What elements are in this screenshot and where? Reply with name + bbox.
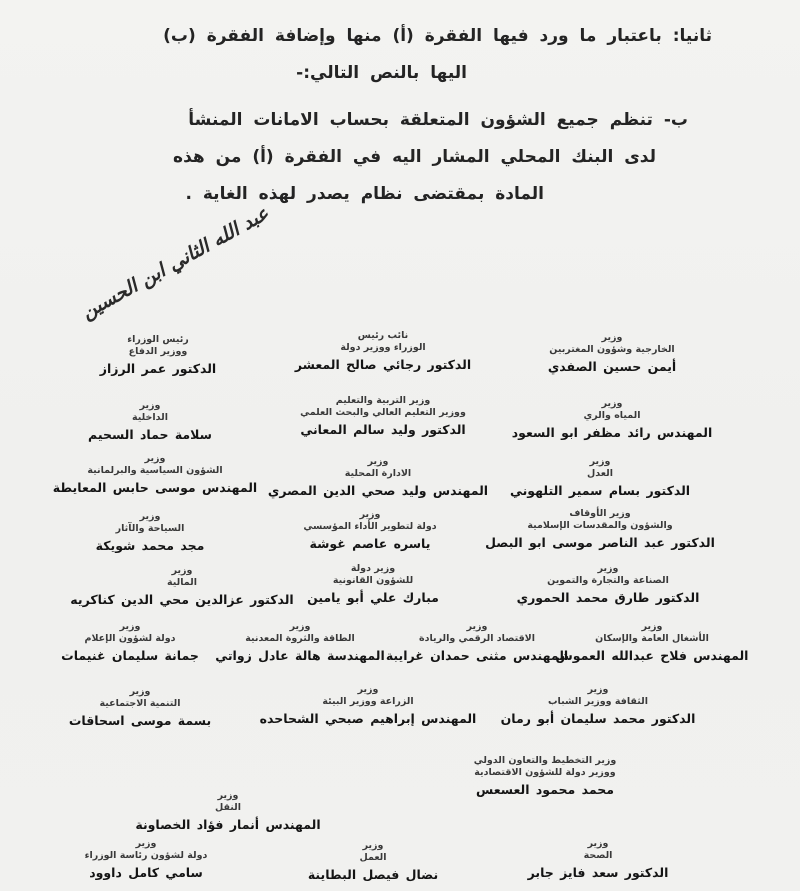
minister-title: الخارجية وشؤون المغتربين xyxy=(549,344,675,355)
minister-entry xyxy=(308,840,438,882)
minister-title: الوزراء ووزير دولة xyxy=(340,342,426,353)
minister-entry xyxy=(85,838,208,880)
minister-entry xyxy=(510,456,690,498)
minister-title: ووزير التعليم العالي والبحث العلمي xyxy=(300,407,466,418)
minister-name: الدكتور عزالدين محي الدين كناكريه xyxy=(70,592,294,607)
minister-title: ووزير الدفاع xyxy=(128,346,188,357)
royal-signature: عبد الله الثاني ابن الحسين xyxy=(77,202,273,324)
minister-title: وزير xyxy=(139,511,161,522)
minister-entry xyxy=(268,456,488,498)
minister-name: المهندس وليد صحي الدين المصري xyxy=(267,483,489,498)
minister-entry xyxy=(215,621,385,663)
minister-name: الدكتور سعد فايز جابر xyxy=(527,865,669,880)
minister-title: الأشغال العامة والإسكان xyxy=(595,633,709,644)
minister-title: دولة لشؤون رئاسة الوزراء xyxy=(84,850,208,861)
minister-entry xyxy=(485,508,715,550)
clause-line: المادة بمقتضى نظام يصدر لهذه الغاية . xyxy=(185,184,544,204)
minister-entry xyxy=(303,509,436,551)
minister-title: وزير xyxy=(601,398,623,409)
minister-title: وزير xyxy=(589,456,611,467)
minister-name: جمانة سليمان غنيمات xyxy=(61,648,199,663)
minister-entry xyxy=(69,686,211,728)
minister-title: وزير xyxy=(359,509,381,520)
minister-title: وزير xyxy=(139,400,161,411)
minister-title: وزير xyxy=(587,838,609,849)
minister-name: المهندس أنمار فؤاد الخصاونة xyxy=(135,817,321,832)
minister-entry xyxy=(295,330,471,372)
minister-name: المهندس فلاح عبدالله العموش xyxy=(555,648,749,663)
minister-entry xyxy=(135,790,320,832)
clause-line: ب- تنظم جميع الشؤون المتعلقة بحساب الامانات المنشأ xyxy=(188,110,688,130)
minister-entry xyxy=(100,334,216,376)
minister-title: وزير xyxy=(171,565,193,576)
minister-title: وزير xyxy=(357,684,379,695)
clause-line: ثانيا: باعتبار ما ورد فيها الفقرة (أ) منها وإضافة الفقرة (ب) xyxy=(163,26,712,46)
minister-title: نائب رئيس xyxy=(357,330,409,341)
minister-name: الدكتور رجائي صالح المعشر xyxy=(294,357,472,372)
minister-entry xyxy=(307,563,439,605)
minister-entry xyxy=(512,398,713,440)
minister-title: وزير xyxy=(135,838,157,849)
minister-title: وزير xyxy=(601,332,623,343)
minister-entry xyxy=(556,621,749,663)
minister-name: الدكتور وليد سالم المعاني xyxy=(300,422,466,437)
minister-title: الادارة المحلية xyxy=(344,468,412,479)
minister-title: المياه والري xyxy=(583,410,641,421)
minister-name: المهندس رائد مظفر ابو السعود xyxy=(511,425,713,440)
minister-title: والشؤون والمقدسات الإسلامية xyxy=(527,520,673,531)
minister-title: وزير الأوقاف xyxy=(569,508,631,519)
minister-title: العدل xyxy=(587,468,613,479)
minister-title: النقل xyxy=(214,802,242,813)
minister-title: دولة لشؤون الإعلام xyxy=(84,633,176,644)
minister-title: التنمية الاجتماعية xyxy=(99,698,181,709)
minister-entry xyxy=(300,395,466,437)
minister-title: وزير xyxy=(289,621,311,632)
minister-name: الدكتور عبد الناصر موسى ابو البصل xyxy=(485,535,715,550)
minister-title: وزير xyxy=(597,563,619,574)
minister-title: وزير xyxy=(641,621,663,632)
minister-title: الداخلية xyxy=(132,412,168,423)
minister-name: أيمن حسين الصفدي xyxy=(547,359,677,374)
minister-title: وزير xyxy=(119,621,141,632)
minister-entry xyxy=(96,511,205,553)
minister-title: الاقتصاد الرقمي والريادة xyxy=(418,633,536,644)
minister-entry xyxy=(70,565,293,607)
minister-name: نضال فيصل البطاينة xyxy=(307,867,439,882)
minister-name: الدكتور محمد سليمان أبو رمان xyxy=(500,711,696,726)
minister-title: الزراعة ووزير البيئة xyxy=(322,696,414,707)
minister-entry xyxy=(474,755,617,797)
minister-name: المهندسة هالة عادل زواتي xyxy=(215,648,385,663)
minister-title: الصحة xyxy=(583,850,613,861)
minister-name: الدكتور عمر الرزاز xyxy=(99,361,217,376)
clause-line: اليها بالنص التالي:- xyxy=(296,63,467,83)
minister-title: وزير xyxy=(217,790,239,801)
minister-title: وزير xyxy=(587,684,609,695)
minister-entry xyxy=(260,684,477,726)
minister-title: وزير xyxy=(466,621,488,632)
minister-title: للشؤون القانونية xyxy=(332,575,414,586)
clause-line: لدى البنك المحلي المشار اليه في الفقرة (أ) من هذه xyxy=(173,147,656,167)
minister-entry xyxy=(517,563,700,605)
minister-title: رئيس الوزراء xyxy=(127,334,189,345)
minister-title: ووزير دولة للشؤون الاقتصادية xyxy=(474,767,616,778)
minister-title: دولة لتطوير الأداء المؤسسي xyxy=(303,521,437,532)
minister-entry xyxy=(548,332,676,374)
minister-title: وزير xyxy=(367,456,389,467)
minister-name: مبارك علي أبو يامين xyxy=(307,590,439,605)
minister-title: العمل xyxy=(359,852,387,863)
minister-entry xyxy=(386,621,568,663)
minister-title: وزير دولة xyxy=(350,563,396,574)
minister-title: وزير التخطيط والتعاون الدولي xyxy=(473,755,617,766)
minister-title: المالية xyxy=(167,577,197,588)
minister-name: محمد محمود العسعس xyxy=(476,782,614,797)
minister-name: مجد محمد شويكة xyxy=(95,538,205,553)
minister-name: الدكتور طارق محمد الحموري xyxy=(516,590,700,605)
minister-name: المهندس مثنى حمدان غرايبة xyxy=(385,648,569,663)
minister-name: بسمة موسى اسحاقات xyxy=(68,713,212,728)
minister-name: سلامة حماد السحيم xyxy=(88,427,212,442)
minister-title: الشؤون السياسية والبرلمانية xyxy=(87,465,223,476)
minister-entry xyxy=(528,838,669,880)
minister-name: المهندس موسى حابس المعايطة xyxy=(52,480,258,495)
minister-title: الثقافة ووزير الشباب xyxy=(548,696,648,707)
minister-title: الطاقة والثروة المعدنية xyxy=(245,633,355,644)
minister-title: الصناعة والتجارة والتموين xyxy=(547,575,669,586)
minister-entry xyxy=(53,453,257,495)
minister-name: سامي كامل داوود xyxy=(89,865,203,880)
minister-entry xyxy=(61,621,199,663)
minister-title: وزير xyxy=(362,840,384,851)
minister-entry xyxy=(88,400,212,442)
minister-entry xyxy=(501,684,696,726)
minister-title: وزير التربية والتعليم xyxy=(335,395,431,406)
minister-name: ياسره عاصم غوشة xyxy=(309,536,431,551)
minister-title: وزير xyxy=(129,686,151,697)
minister-title: وزير xyxy=(144,453,166,464)
minister-name: الدكتور بسام سمير التلهوني xyxy=(509,483,691,498)
minister-name: المهندس إبراهيم صبحي الشحاحده xyxy=(259,711,477,726)
minister-title: السياحة والآثار xyxy=(115,523,185,534)
